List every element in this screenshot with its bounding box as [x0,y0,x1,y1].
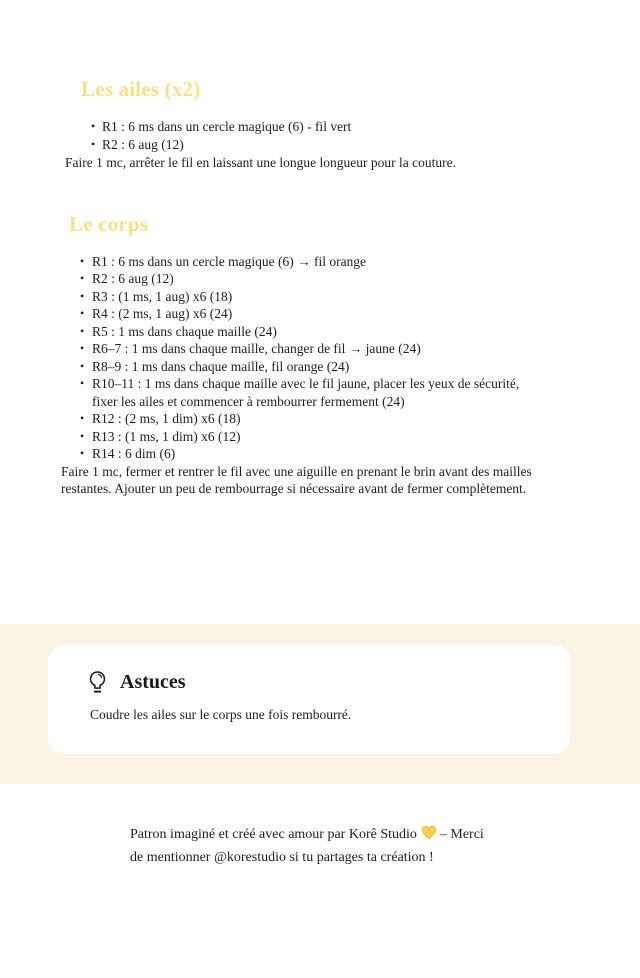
list-item: • R5 : 1 ms dans chaque maille (24) [79,323,531,341]
tips-header [48,645,570,695]
instruction-list [79,253,531,463]
footer-text-after-heart: – Merci [439,826,484,842]
list-item: • R4 : (2 ms, 1 aug) x6 (24) [79,305,531,323]
heart-icon [421,825,437,848]
list-item: • R10–11 : 1 ms dans chaque maille avec le fil jaune, placer les yeux de sécurité, fixer les ailes et commencer à rembourrer fermement (24) [79,375,531,410]
instruction-list [90,118,550,153]
list-item: • R13 : (1 ms, 1 dim) x6 (12) [79,428,531,446]
section-note: Faire 1 mc, arrêter le fil en laissant une longue longueur pour la couture. [65,155,456,170]
section-corps [0,211,640,498]
section-ailes [0,76,640,172]
footer [130,824,640,869]
list-item: • R8–9 : 1 ms dans chaque maille, fil orange (24) [79,358,531,376]
tips-text: Coudre les ailes sur le corps une fois rembourré. [90,706,352,722]
section-title: Les ailes (x2) [81,77,201,101]
tips-band [0,624,640,784]
section-note: Faire 1 mc, fermer et rentrer le fil avec une aiguille en prenant le brin avant des mailles restantes. Ajouter un peu de rembourrage si nécessaire avant de fermer complètement. [61,463,532,496]
footer-line-2: de mentionner @korestudio si tu partages ta création ! [130,850,434,865]
list-item: • R1 : 6 ms dans un cercle magique (6) - fil vert [90,118,550,136]
list-item: • R1 : 6 ms dans un cercle magique (6) → fil orange [79,253,531,271]
lightbulb-icon [88,670,107,695]
footer-text-before-heart: Patron imaginé et créé avec amour par Korê Studio [130,826,417,842]
list-item: • R2 : 6 aug (12) [90,136,550,154]
list-item: • R2 : 6 aug (12) [79,270,531,288]
list-item: • R6–7 : 1 ms dans chaque maille, changer de fil → jaune (24) [79,340,531,358]
footer-line-1 [130,824,640,848]
list-item: • R12 : (2 ms, 1 dim) x6 (18) [79,410,531,428]
section-title: Le corps [69,211,149,236]
tips-title: Astuces [120,670,186,693]
tips-card [48,645,570,754]
list-item: • R14 : 6 dim (6) [79,445,531,463]
list-item: • R3 : (1 ms, 1 aug) x6 (18) [79,288,531,306]
pattern-document [0,76,640,978]
